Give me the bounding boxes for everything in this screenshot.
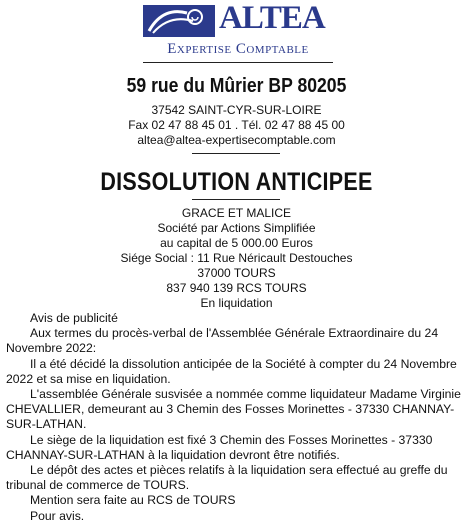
paragraph: Le dépôt des actes et pièces relatifs à la liquidation sera effectué au greffe du tribunal de commerce de TOURS. (6, 463, 448, 493)
brand-name: ALTEA (219, 0, 325, 36)
notice-title: DISSOLUTION ANTICIPEE (100, 168, 373, 196)
paragraph: Le siège de la liquidation est fixé 3 Chemin des Fosses Morinettes - 37330 CHANNAY-SUR-LATHAN à la liquidation devront être notifiés. (6, 432, 433, 462)
company-status: En liquidation (200, 296, 273, 310)
paragraph: Pour avis. (30, 508, 85, 523)
company-form: Société par Actions Simplifiée (157, 221, 316, 235)
paragraph: Il a été décidé la dissolution anticipée de la Société à compter du 24 Novembre 2022 et sa mise en liquidation. (6, 356, 457, 386)
altea-logo-icon (143, 5, 215, 37)
paragraph: L'assemblée Générale susvisée a nommée comme liquidateur Madame Virginie CHEVALLIER, demeurant au 3 Chemin des Fosses Morinettes - 37330 CHANNAY-SUR-LATHAN. (6, 387, 461, 432)
altea-logo (143, 0, 333, 59)
company-rcs: 837 940 139 RCS TOURS (166, 281, 307, 295)
address-email: altea@altea-expertisecomptable.com (137, 133, 336, 147)
logo-underline (143, 62, 333, 63)
company-capital: au capital de 5 000.00 Euros (160, 236, 313, 250)
address-phones: Fax 02 47 88 45 01 . Tél. 02 47 88 45 00 (128, 118, 345, 132)
divider (192, 199, 280, 200)
company-city: 37000 TOURS (197, 266, 276, 280)
divider (192, 153, 280, 154)
paragraph: Aux termes du procès-verbal de l'Assemblée Générale Extraordinaire du 24 Novembre 2022: (6, 326, 439, 356)
company-name: GRACE ET MALICE (181, 206, 292, 220)
notice-body (6, 311, 468, 524)
paragraph: Avis de publicité (30, 311, 118, 325)
paragraph: Mention sera faite au RCS de TOURS (30, 493, 236, 508)
brand-tagline: Expertise Comptable (167, 41, 309, 57)
company-seat: Siége Social : 11 Rue Néricault Destouches (120, 251, 353, 265)
address-city: 37542 SAINT-CYR-SUR-LOIRE (151, 103, 322, 117)
address-street: 59 rue du Mûrier BP 80205 (126, 75, 347, 97)
